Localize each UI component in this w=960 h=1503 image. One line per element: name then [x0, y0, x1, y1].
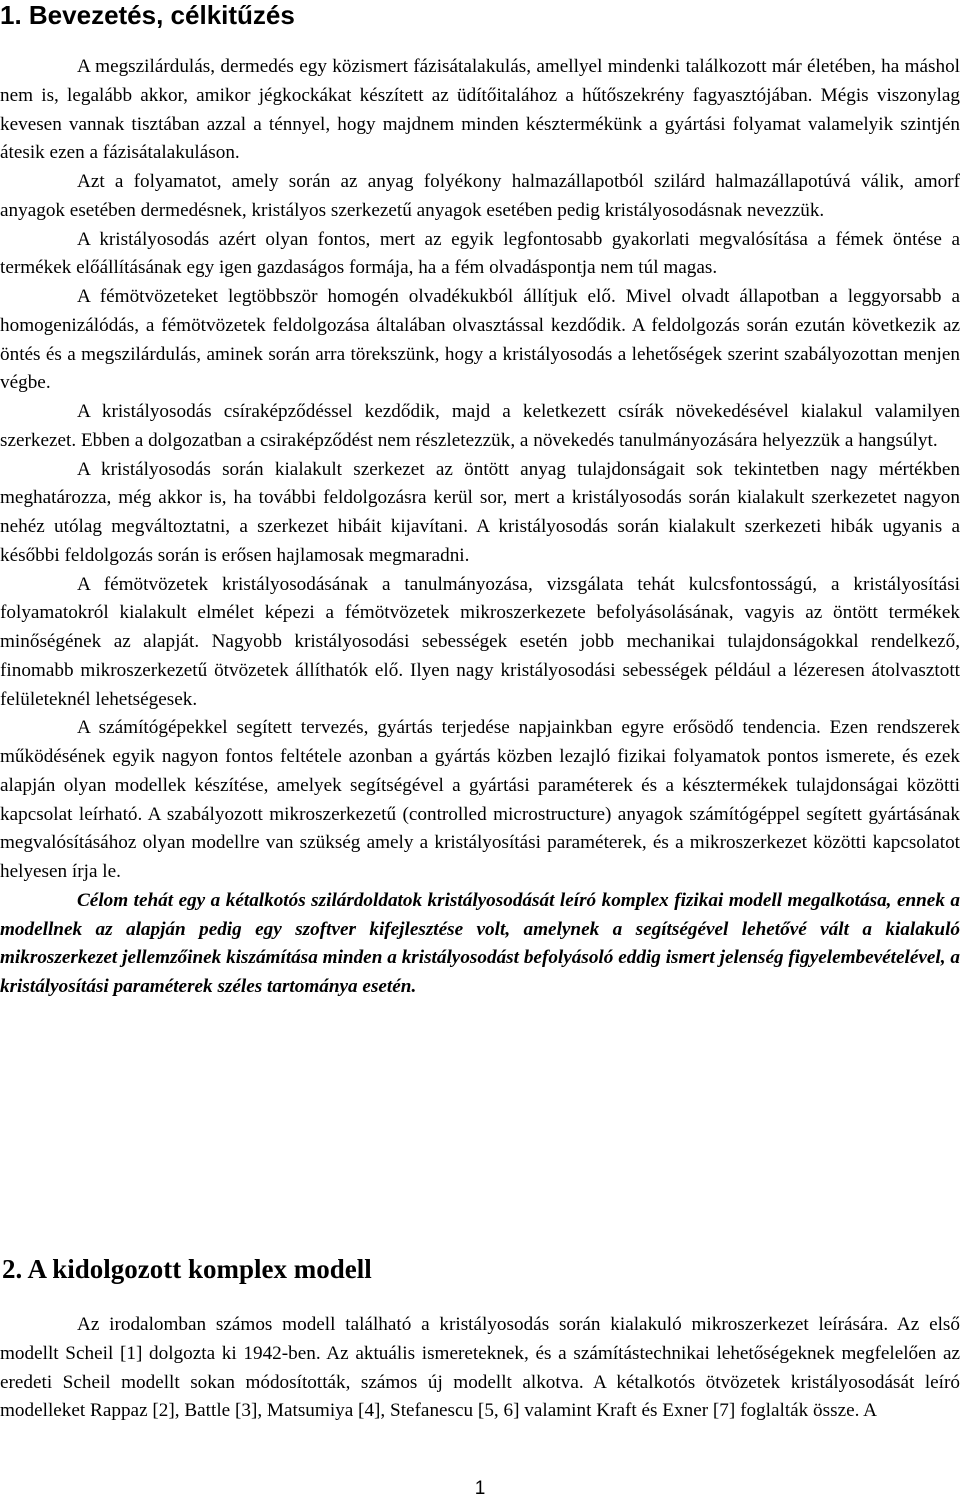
paragraph-intro: A megszilárdulás, dermedés egy közismert fázisátalakulás, amellyel mindenki találkozott már életében, ha máshol nem is, legalább akkor, amikor jégkockákat készített az üdítőitalához a hűtőszekrény fagyasztójában. Mégis viszonylag kevesen vannak tisztában azzal a ténnyel, hogy majdnem minden késztermékünk a gyártási folyamat valamelyik szintjén átesik ezen a fázisátalakuláson.: [0, 56, 960, 164]
section-1-heading: 1. Bevezetés, célkitűzés: [0, 0, 295, 30]
paragraph-importance: A kristályosodás azért olyan fontos, mert az egyik legfontosabb gyakorlati megvalósítása a fémek öntése a termékek előállításának egy igen gazdaságos formája, ha a fém olvadáspontja nem túl magas.: [0, 228, 960, 279]
section-1-body: [0, 53, 960, 1002]
paragraph-alloys: A fémötvözeteket legtöbbször homogén olvadékukból állítjuk elő. Mivel olvadt állapotban a leggyorsabb a homogenizálódás, a fémötvözetek feldolgozása általában olvasztással kezdődik. A feldolgozás során ezután következik az öntés és a megszilárdulás, aminek során arra törekszünk, hogy a kristályosodás a lehetőségek szerint szabályozottan menjen végbe.: [0, 286, 960, 394]
paragraph-cad: A számítógépekkel segített tervezés, gyártás terjedése napjainkban egyre erősödő tendencia. Ezen rendszerek működésének egyik nagyon fontos feltétele azonban a gyártás közben lezajló fizikai folyamatok pontos ismerete, és ezek alapján olyan modellek készítése, amelyek segítségével a gyártási paraméterek és a késztermékek tulajdonságai közötti kapcsolat leírható. A szabályozott mikroszerkezetű (controlled microstructure) anyagok számítógéppel segített gyártásának megvalósításához olyan modellre van szükség amely a kristályosítási paraméterek, és a mikroszerkezet közötti kapcsolatot helyesen írja le.: [0, 717, 960, 882]
paragraph-literature: Az irodalomban számos modell található a kristályosodás során kialakuló mikroszerkezet leírására. Az első modellt Scheil [1] dolgozta ki 1942-ben. Az aktuális ismereteknek, és a számítástechnikai lehetőségeknek megfelelően az eredeti Scheil modellt sokan módosították, számos új modellt alkotva. A kétalkotós ötvözetek kristályosodását leíró modelleket Rappaz [2], Battle [3], Matsumiya [4], Stefanescu [5, 6] valamint Kraft és Exner [7] foglalták össze. A: [0, 1314, 960, 1422]
paragraph-goal: Célom tehát egy a kétalkotós szilárdoldatok kristályosodását leíró komplex fizikai modell megalkotása, ennek a modellnek az alapján pedig egy szoftver kifejlesztése volt, amelynek a segítségével lehetővé vált a kialakuló mikroszerkezet jellemzőinek kiszámítása minden a kristályosodást befolyásoló eddig ismert jelenség figyelembevételével, a kristályosítási paraméterek széles tartománya esetén.: [0, 889, 960, 997]
paragraph-definition: Azt a folyamatot, amely során az anyag folyékony halmazállapotból szilárd halmazállapotúvá válik, amorf anyagok esetében dermedésnek, kristályos szerkezetű anyagok esetében pedig kristályosodásnak nevezzük.: [0, 171, 960, 221]
paragraph-nucleation: A kristályosodás csíraképződéssel kezdődik, majd a keletkezett csírák növekedésével kialakul valamilyen szerkezet. Ebben a dolgozatban a csiraképződést nem részletezzük, a növekedés tanulmányozására helyezzük a hangsúlyt.: [0, 401, 960, 451]
section-2-heading: 2. A kidolgozott komplex modell: [2, 1254, 372, 1284]
paragraph-structure: A kristályosodás során kialakult szerkezet az öntött anyag tulajdonságait sok tekintetben nagy mértékben meghatározza, még akkor is, ha további feldolgozásra kerül sor, mert a kristályosodás során kialakult szerkezetet nagyon nehéz utólag megváltoztatni, a szerkezet hibáit kijavítani. A kristályosodás során kialakult szerkezeti hibák ugyanis a későbbi feldolgozás során is erősen hajlamosak megmaradni.: [0, 458, 960, 566]
section-2-body: [0, 1311, 960, 1426]
page-number: 1: [474, 1478, 486, 1499]
paragraph-study: A fémötvözetek kristályosodásának a tanulmányozása, vizsgálata tehát kulcsfontosságú, a kristályosítási folyamatokról kialakult elmélet képezi a fémötvözetek mikroszerkezete befolyásolásának, vagyis az öntött termékek minőségének az alapját. Nagyobb kristályosodási sebességek esetén jobb mechanikai tulajdonságokkal rendelkező, finomabb mikroszerkezetű ötvözetek állíthatók elő. Ilyen nagy kristályosodási sebességek például a lézeresen átolvasztott felületeknél lehetségesek.: [0, 573, 960, 710]
